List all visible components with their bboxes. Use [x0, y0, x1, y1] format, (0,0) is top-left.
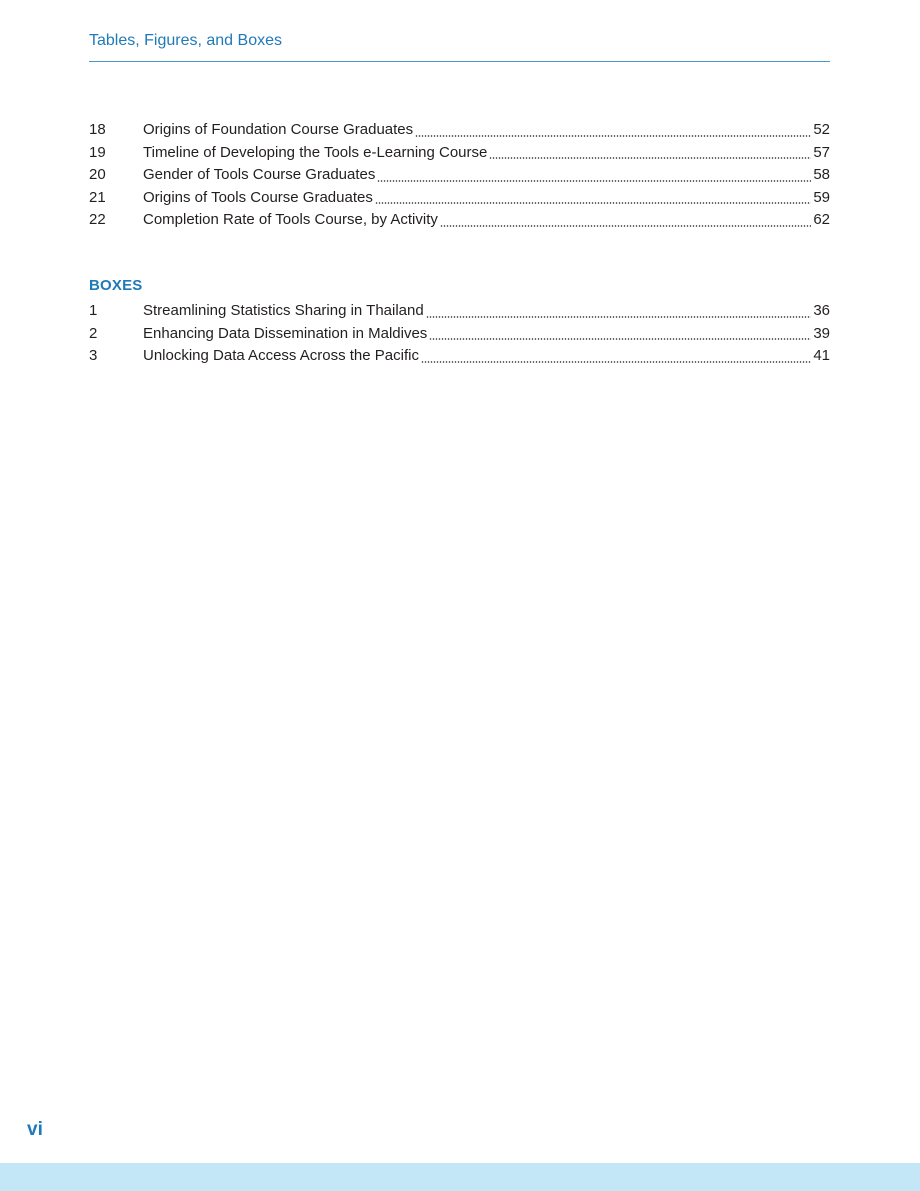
dot-leader — [440, 225, 811, 227]
page-number: vi — [27, 1119, 43, 1140]
toc-entry[interactable] — [89, 209, 830, 232]
entry-title: Completion Rate of Tools Course, by Activity — [143, 211, 438, 228]
footer-band — [0, 1163, 920, 1191]
entry-number: 1 — [89, 302, 98, 319]
dot-leader — [421, 361, 811, 363]
boxes-heading: BOXES — [89, 277, 143, 294]
entry-number: 20 — [89, 166, 106, 183]
entry-title: Origins of Tools Course Graduates — [143, 188, 373, 206]
toc-entry[interactable] — [89, 300, 830, 323]
entry-number: 18 — [89, 121, 106, 138]
entry-title: Enhancing Data Dissemination in Maldives — [143, 324, 428, 342]
dot-leader — [415, 135, 811, 137]
dot-leader — [489, 157, 811, 159]
dot-leader — [377, 180, 811, 182]
entry-number: 2 — [89, 324, 98, 342]
entry-number: 22 — [89, 211, 106, 228]
entry-title: Gender of Tools Course Graduates — [143, 166, 376, 183]
entry-page: 39 — [813, 324, 830, 342]
dot-leader — [426, 316, 812, 318]
entry-title: Origins of Foundation Course Graduates — [143, 121, 414, 138]
entry-page: 59 — [813, 188, 830, 206]
figures-list — [89, 119, 830, 232]
dot-leader — [375, 202, 811, 204]
entry-page: 41 — [813, 347, 830, 364]
entry-page: 57 — [813, 143, 830, 161]
entry-title: Unlocking Data Access Across the Pacific — [143, 347, 419, 364]
entry-title: Timeline of Developing the Tools e-Learning Course — [143, 143, 488, 161]
entry-page: 36 — [813, 302, 830, 319]
toc-entry[interactable] — [89, 164, 830, 187]
running-header — [89, 30, 830, 62]
entry-page: 52 — [813, 121, 830, 138]
running-header-title: Tables, Figures, and Boxes — [89, 32, 282, 49]
entry-number: 19 — [89, 143, 106, 161]
entry-page: 58 — [813, 166, 830, 183]
toc-entry[interactable] — [89, 323, 830, 346]
entry-number: 3 — [89, 347, 98, 364]
dot-leader — [429, 338, 811, 340]
toc-entry[interactable] — [89, 142, 830, 165]
boxes-list — [89, 300, 830, 368]
entry-number: 21 — [89, 188, 106, 206]
toc-entry[interactable] — [89, 119, 830, 142]
toc-entry[interactable] — [89, 187, 830, 210]
entry-title: Streamlining Statistics Sharing in Thailand — [143, 302, 424, 319]
toc-entry[interactable] — [89, 345, 830, 368]
entry-page: 62 — [813, 211, 830, 228]
